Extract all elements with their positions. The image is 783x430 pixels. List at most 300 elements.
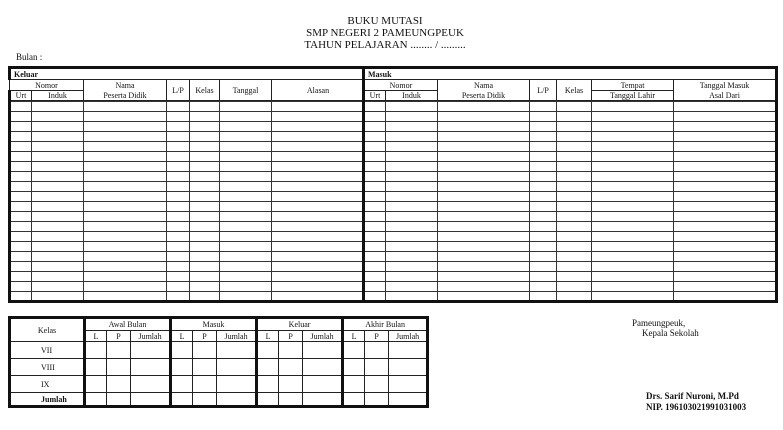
- table-cell: [386, 102, 438, 112]
- table-row: [364, 152, 777, 162]
- table-cell: [386, 182, 438, 192]
- table-cell: [557, 112, 592, 122]
- keluar-header-table: [8, 66, 365, 101]
- keluar-tanggal-header: Tanggal: [220, 80, 272, 101]
- table-cell: [84, 122, 167, 132]
- table-row: [10, 202, 365, 212]
- summary-cell: [279, 393, 303, 407]
- summary-cell: [171, 376, 193, 393]
- table-cell: [530, 272, 557, 282]
- table-cell: [674, 182, 777, 192]
- table-cell: [592, 142, 674, 152]
- table-cell: [530, 142, 557, 152]
- table-cell: [386, 282, 438, 292]
- table-cell: [530, 232, 557, 242]
- table-cell: [592, 162, 674, 172]
- table-cell: [364, 182, 386, 192]
- table-row: [364, 112, 777, 122]
- table-cell: [557, 142, 592, 152]
- summary-keluar-header: Keluar: [257, 318, 343, 331]
- summary-cell: [365, 393, 389, 407]
- summary-cell: [217, 359, 257, 376]
- keluar-induk-header: Induk: [32, 91, 84, 101]
- table-cell: [592, 212, 674, 222]
- table-cell: [592, 252, 674, 262]
- summary-row: [10, 342, 428, 359]
- table-cell: [364, 282, 386, 292]
- table-cell: [364, 232, 386, 242]
- table-cell: [220, 252, 272, 262]
- table-cell: [530, 262, 557, 272]
- table-cell: [84, 252, 167, 262]
- table-cell: [557, 242, 592, 252]
- table-cell: [220, 112, 272, 122]
- table-cell: [167, 252, 190, 262]
- table-cell: [190, 132, 220, 142]
- summary-cell: [389, 342, 428, 359]
- table-cell: [530, 252, 557, 262]
- summary-cell: [107, 376, 131, 393]
- table-cell: [438, 202, 530, 212]
- table-cell: [364, 272, 386, 282]
- masuk-tanggal-masuk-header: Tanggal Masuk: [674, 80, 777, 91]
- table-cell: [592, 102, 674, 112]
- table-cell: [557, 222, 592, 232]
- table-row: [364, 252, 777, 262]
- table-cell: [438, 242, 530, 252]
- table-cell: [190, 252, 220, 262]
- table-cell: [557, 292, 592, 302]
- masuk-peserta-header: Peserta Didik: [438, 91, 530, 101]
- table-cell: [674, 242, 777, 252]
- table-row: [364, 172, 777, 182]
- masuk-lp-header: L/P: [530, 80, 557, 101]
- table-cell: [167, 112, 190, 122]
- table-cell: [272, 222, 365, 232]
- table-cell: [32, 142, 84, 152]
- table-cell: [32, 192, 84, 202]
- table-cell: [438, 172, 530, 182]
- masuk-tempat-header: Tempat: [592, 80, 674, 91]
- table-cell: [220, 162, 272, 172]
- table-cell: [592, 262, 674, 272]
- signature-place: Pameungpeuk,: [632, 318, 686, 328]
- summary-jumlah-header: Jumlah: [131, 331, 171, 342]
- table-cell: [438, 222, 530, 232]
- summary-row: [10, 376, 428, 393]
- summary-cell: [343, 342, 365, 359]
- table-cell: [674, 292, 777, 302]
- signature-name: Drs. Sarif Nuroni, M.Pd: [646, 391, 739, 401]
- table-cell: [530, 222, 557, 232]
- table-cell: [530, 112, 557, 122]
- table-cell: [386, 242, 438, 252]
- table-cell: [592, 272, 674, 282]
- table-cell: [190, 122, 220, 132]
- table-cell: [190, 202, 220, 212]
- table-cell: [220, 142, 272, 152]
- table-cell: [167, 282, 190, 292]
- table-cell: [272, 192, 365, 202]
- summary-row: [10, 359, 428, 376]
- summary-cell: [279, 342, 303, 359]
- table-row: [364, 192, 777, 202]
- summary-jumlah-header: Jumlah: [217, 331, 257, 342]
- table-cell: [10, 242, 32, 252]
- table-cell: [674, 272, 777, 282]
- summary-masuk-header: Masuk: [171, 318, 257, 331]
- keluar-alasan-header: Alasan: [272, 80, 365, 101]
- table-cell: [272, 122, 365, 132]
- table-cell: [364, 262, 386, 272]
- summary-cell: [257, 393, 279, 407]
- summary-class-label: IX: [10, 376, 85, 393]
- table-cell: [438, 252, 530, 262]
- summary-cell: [343, 359, 365, 376]
- table-cell: [364, 142, 386, 152]
- table-cell: [32, 162, 84, 172]
- table-cell: [438, 162, 530, 172]
- table-cell: [167, 122, 190, 132]
- table-row: [10, 242, 365, 252]
- table-cell: [84, 272, 167, 282]
- table-cell: [674, 222, 777, 232]
- signature-role: Kepala Sekolah: [642, 328, 699, 338]
- table-row: [364, 162, 777, 172]
- table-cell: [592, 122, 674, 132]
- table-cell: [272, 282, 365, 292]
- table-cell: [32, 122, 84, 132]
- table-row: [364, 242, 777, 252]
- table-cell: [674, 132, 777, 142]
- table-cell: [32, 202, 84, 212]
- summary-cell: [107, 393, 131, 407]
- table-cell: [167, 172, 190, 182]
- table-row: [10, 172, 365, 182]
- table-cell: [530, 102, 557, 112]
- table-row: [10, 112, 365, 122]
- summary-cell: [343, 393, 365, 407]
- table-cell: [674, 232, 777, 242]
- table-cell: [386, 292, 438, 302]
- table-cell: [364, 202, 386, 212]
- summary-p-header: P: [107, 331, 131, 342]
- summary-cell: [171, 393, 193, 407]
- table-cell: [167, 242, 190, 252]
- table-cell: [386, 152, 438, 162]
- summary-p-header: P: [279, 331, 303, 342]
- table-cell: [10, 112, 32, 122]
- summary-l-header: L: [257, 331, 279, 342]
- table-cell: [674, 252, 777, 262]
- table-cell: [272, 102, 365, 112]
- table-cell: [386, 142, 438, 152]
- summary-class-label: VIII: [10, 359, 85, 376]
- table-cell: [364, 172, 386, 182]
- table-cell: [674, 262, 777, 272]
- table-cell: [364, 212, 386, 222]
- table-cell: [530, 192, 557, 202]
- table-cell: [10, 142, 32, 152]
- table-cell: [386, 112, 438, 122]
- table-cell: [272, 202, 365, 212]
- table-cell: [272, 152, 365, 162]
- table-cell: [530, 282, 557, 292]
- summary-cell: [107, 359, 131, 376]
- summary-l-header: L: [343, 331, 365, 342]
- table-cell: [438, 232, 530, 242]
- table-cell: [557, 132, 592, 142]
- table-cell: [220, 242, 272, 252]
- table-cell: [530, 242, 557, 252]
- table-cell: [84, 232, 167, 242]
- table-cell: [386, 192, 438, 202]
- table-cell: [32, 232, 84, 242]
- table-cell: [557, 172, 592, 182]
- summary-cell: [303, 376, 343, 393]
- keluar-entries-grid: [8, 101, 365, 303]
- table-cell: [438, 122, 530, 132]
- table-row: [364, 182, 777, 192]
- table-row: [364, 262, 777, 272]
- table-cell: [84, 182, 167, 192]
- table-cell: [438, 152, 530, 162]
- table-cell: [32, 172, 84, 182]
- table-cell: [190, 162, 220, 172]
- table-cell: [10, 282, 32, 292]
- table-cell: [10, 102, 32, 112]
- table-cell: [557, 212, 592, 222]
- summary-p-header: P: [193, 331, 217, 342]
- table-cell: [592, 152, 674, 162]
- table-cell: [84, 132, 167, 142]
- table-cell: [220, 282, 272, 292]
- table-cell: [438, 142, 530, 152]
- table-cell: [557, 252, 592, 262]
- table-cell: [674, 162, 777, 172]
- table-cell: [220, 262, 272, 272]
- table-cell: [190, 152, 220, 162]
- table-cell: [557, 162, 592, 172]
- table-cell: [386, 272, 438, 282]
- summary-l-header: L: [85, 331, 107, 342]
- table-cell: [220, 172, 272, 182]
- masuk-header-table: [362, 66, 778, 101]
- table-cell: [84, 152, 167, 162]
- table-cell: [674, 202, 777, 212]
- table-cell: [167, 152, 190, 162]
- table-cell: [364, 122, 386, 132]
- table-cell: [272, 232, 365, 242]
- table-cell: [272, 242, 365, 252]
- keluar-nama-header: Nama: [84, 80, 167, 91]
- summary-cell: [193, 342, 217, 359]
- table-cell: [32, 212, 84, 222]
- table-cell: [84, 222, 167, 232]
- table-row: [10, 282, 365, 292]
- table-row: [10, 182, 365, 192]
- table-cell: [557, 272, 592, 282]
- summary-cell: [257, 376, 279, 393]
- summary-cell: [193, 376, 217, 393]
- table-row: [364, 232, 777, 242]
- table-cell: [10, 152, 32, 162]
- summary-cell: [279, 376, 303, 393]
- table-cell: [592, 202, 674, 212]
- keluar-kelas-header: Kelas: [190, 80, 220, 101]
- table-row: [10, 122, 365, 132]
- table-cell: [220, 122, 272, 132]
- summary-row: [10, 393, 428, 407]
- table-cell: [674, 212, 777, 222]
- summary-cell: [131, 359, 171, 376]
- table-cell: [190, 242, 220, 252]
- table-cell: [272, 212, 365, 222]
- table-cell: [674, 102, 777, 112]
- table-cell: [32, 242, 84, 252]
- table-row: [10, 102, 365, 112]
- table-cell: [674, 172, 777, 182]
- table-row: [10, 162, 365, 172]
- summary-cell: [85, 393, 107, 407]
- table-cell: [674, 282, 777, 292]
- table-cell: [438, 102, 530, 112]
- table-cell: [10, 172, 32, 182]
- summary-cell: [85, 376, 107, 393]
- table-cell: [220, 132, 272, 142]
- table-cell: [167, 132, 190, 142]
- table-cell: [84, 212, 167, 222]
- table-cell: [10, 192, 32, 202]
- summary-cell: [85, 359, 107, 376]
- table-cell: [190, 272, 220, 282]
- table-cell: [592, 192, 674, 202]
- summary-cell: [217, 393, 257, 407]
- table-cell: [84, 282, 167, 292]
- table-cell: [190, 192, 220, 202]
- table-cell: [386, 212, 438, 222]
- table-cell: [84, 102, 167, 112]
- table-cell: [220, 192, 272, 202]
- table-cell: [530, 172, 557, 182]
- table-cell: [386, 132, 438, 142]
- table-cell: [84, 202, 167, 212]
- summary-cell: [131, 342, 171, 359]
- table-cell: [32, 262, 84, 272]
- table-cell: [10, 202, 32, 212]
- table-cell: [530, 152, 557, 162]
- summary-jumlah-header: Jumlah: [389, 331, 428, 342]
- table-cell: [530, 182, 557, 192]
- table-cell: [364, 242, 386, 252]
- table-cell: [592, 172, 674, 182]
- table-cell: [10, 232, 32, 242]
- table-cell: [530, 292, 557, 302]
- table-cell: [167, 202, 190, 212]
- table-cell: [386, 202, 438, 212]
- summary-cell: [303, 342, 343, 359]
- table-cell: [272, 112, 365, 122]
- table-cell: [386, 162, 438, 172]
- masuk-induk-header: Induk: [386, 91, 438, 101]
- table-cell: [10, 262, 32, 272]
- table-cell: [84, 162, 167, 172]
- table-cell: [438, 192, 530, 202]
- summary-cell: [85, 342, 107, 359]
- table-cell: [84, 112, 167, 122]
- table-cell: [272, 252, 365, 262]
- table-cell: [557, 182, 592, 192]
- table-cell: [190, 292, 220, 302]
- table-row: [364, 122, 777, 132]
- table-cell: [167, 212, 190, 222]
- table-cell: [438, 292, 530, 302]
- masuk-kelas-header: Kelas: [557, 80, 592, 101]
- table-cell: [190, 212, 220, 222]
- table-cell: [190, 262, 220, 272]
- masuk-entries-grid: [362, 101, 778, 303]
- summary-cell: [365, 359, 389, 376]
- table-cell: [386, 232, 438, 242]
- table-cell: [364, 152, 386, 162]
- table-cell: [438, 272, 530, 282]
- table-cell: [10, 252, 32, 262]
- table-cell: [167, 162, 190, 172]
- table-row: [364, 282, 777, 292]
- masuk-nomor-header: Nomor: [364, 80, 438, 91]
- table-row: [364, 202, 777, 212]
- keluar-urt-header: Urt: [10, 91, 32, 101]
- table-cell: [10, 272, 32, 282]
- summary-cell: [171, 342, 193, 359]
- summary-cell: [193, 393, 217, 407]
- table-cell: [386, 172, 438, 182]
- table-cell: [190, 282, 220, 292]
- table-cell: [386, 222, 438, 232]
- summary-cell: [217, 376, 257, 393]
- summary-cell: [303, 393, 343, 407]
- table-cell: [386, 252, 438, 262]
- table-cell: [220, 102, 272, 112]
- table-cell: [674, 122, 777, 132]
- masuk-section-label: Masuk: [364, 68, 777, 80]
- table-cell: [592, 222, 674, 232]
- table-cell: [364, 252, 386, 262]
- summary-cell: [257, 342, 279, 359]
- table-cell: [167, 272, 190, 282]
- table-cell: [32, 282, 84, 292]
- table-cell: [32, 182, 84, 192]
- table-cell: [32, 252, 84, 262]
- table-cell: [674, 152, 777, 162]
- table-cell: [190, 112, 220, 122]
- table-row: [10, 292, 365, 302]
- summary-cell: [193, 359, 217, 376]
- summary-class-label: VII: [10, 342, 85, 359]
- table-row: [10, 252, 365, 262]
- table-cell: [364, 112, 386, 122]
- keluar-lp-header: L/P: [167, 80, 190, 101]
- document-title: BUKU MUTASI: [347, 15, 423, 27]
- table-cell: [592, 242, 674, 252]
- table-cell: [438, 212, 530, 222]
- table-cell: [220, 212, 272, 222]
- summary-awal-bulan-header: Awal Bulan: [85, 318, 171, 331]
- table-cell: [272, 172, 365, 182]
- table-row: [364, 212, 777, 222]
- table-cell: [10, 122, 32, 132]
- table-cell: [364, 162, 386, 172]
